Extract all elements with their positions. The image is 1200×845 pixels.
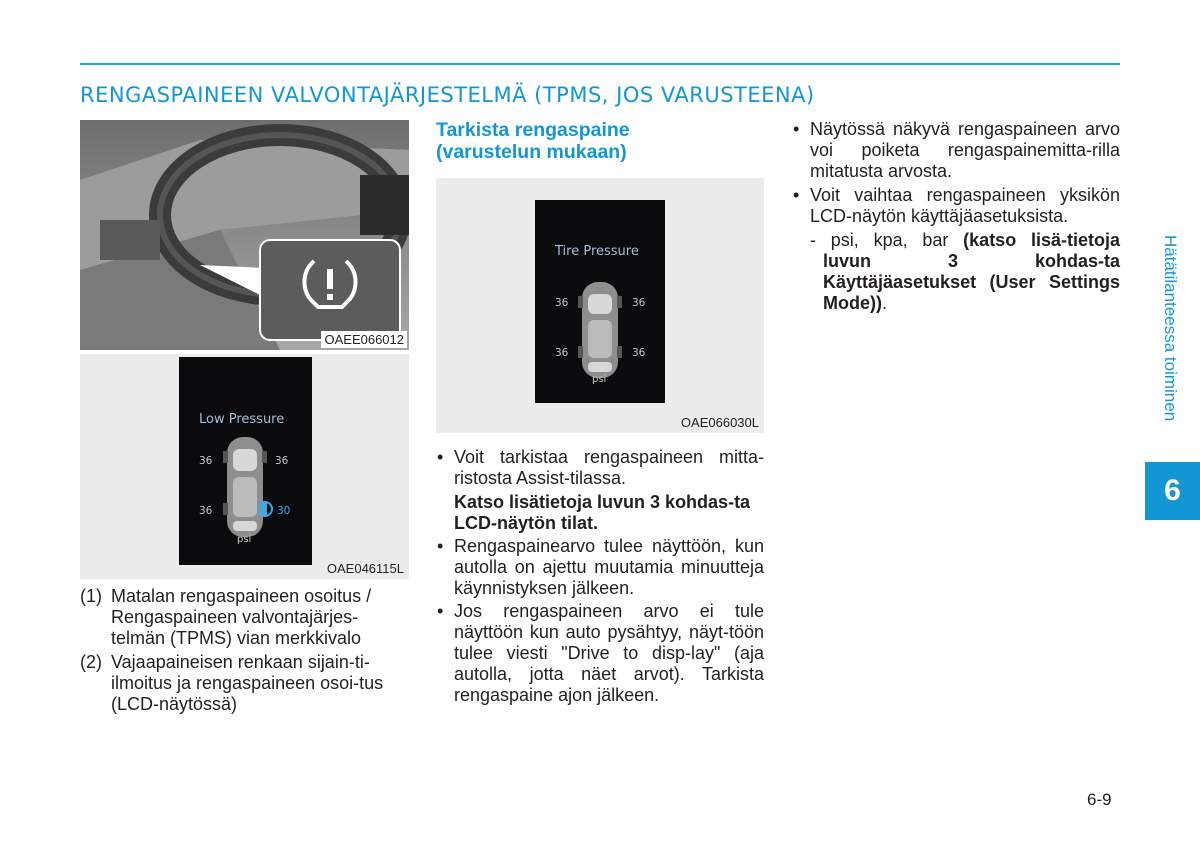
unit-label: psi	[592, 374, 607, 385]
chapter-side-label: Hätätilanteessa toiminen	[1161, 235, 1180, 422]
tire-rear-left: 36	[555, 347, 569, 359]
right-column	[792, 119, 1120, 314]
figure-code: OAE066030L	[680, 415, 759, 430]
middle-column-text	[436, 447, 764, 706]
figure-code: OAE046115L	[326, 561, 404, 576]
tire-front-right: 36	[632, 297, 646, 309]
lcd-screen	[535, 200, 665, 403]
list-item: (1) Matalan rengaspaineen osoitus / Rengaspaineen valvontajärjes-telmän (TPMS) vian merkkivalo	[80, 586, 372, 648]
tire-pressure-figure	[436, 178, 764, 433]
middle-column	[436, 119, 764, 163]
tire-front-left: 36	[199, 455, 213, 467]
bold-note: Katso lisätietoja luvun 3 kohdas-ta LCD-näytön tilat.	[454, 492, 751, 533]
left-column	[80, 586, 410, 715]
tire-front-left: 36	[555, 297, 569, 309]
list-item: (2) Vajaapaineisen renkaan sijain-ti-ilmoitus ja rengaspaineen osoi-tus (LCD-näytössä)	[80, 652, 384, 714]
top-rule	[80, 63, 1120, 65]
tpms-warning-icon	[300, 255, 360, 310]
dashboard-figure	[80, 120, 409, 350]
tire-rear-left: 36	[199, 505, 213, 517]
lcd-screen	[179, 357, 312, 565]
dashboard-illustration	[80, 120, 409, 350]
page-number: 6-9	[1087, 790, 1112, 809]
bullet-item: • Voit vaihtaa rengaspaineen yksikön LCD-näytön käyttäjäasetuksista.	[793, 185, 1120, 226]
tire-rear-right: 30	[277, 505, 291, 517]
bullet-item: • Rengaspainearvo tulee näyttöön, kun autolla on ajettu muutamia minuutteja käynnistyksen jälkeen.	[437, 536, 764, 598]
bullet-item: • Voit tarkistaa rengaspaineen mitta-ristosta Assist-tilassa.	[437, 447, 764, 488]
tire-front-right: 36	[275, 455, 289, 467]
low-pressure-figure	[80, 354, 409, 579]
screen-title: Low Pressure	[199, 412, 285, 427]
sub-item: - psi, kpa, bar (katso lisä-tietoja luvun 3 kohdas-ta Käyttäjäasetukset (User Settings Mode)).	[810, 230, 1120, 313]
page-title: RENGASPAINEEN VALVONTAJÄRJESTELMÄ (TPMS, JOS VARUSTEENA)	[80, 83, 815, 107]
unit-label: psi	[237, 534, 252, 545]
section-subheading: Tarkista rengaspaine (varustelun mukaan)	[436, 119, 630, 163]
tire-rear-right: 36	[632, 347, 646, 359]
figure-code: OAEE066012	[321, 331, 407, 348]
chapter-tab: 6	[1145, 462, 1200, 520]
bullet-item: • Näytössä näkyvä rengaspaineen arvo voi poiketa rengaspainemitta-rilla mitatusta arvosta.	[793, 119, 1120, 181]
screen-title: Tire Pressure	[555, 244, 639, 259]
bullet-item: • Jos rengaspaineen arvo ei tule näyttöön kun auto pysähtyy, näyt-töön tulee viesti "Drive to disp-lay" (aja autolla, jotta näet arvot). Tarkista rengaspaine ajon jälkeen.	[437, 601, 764, 705]
